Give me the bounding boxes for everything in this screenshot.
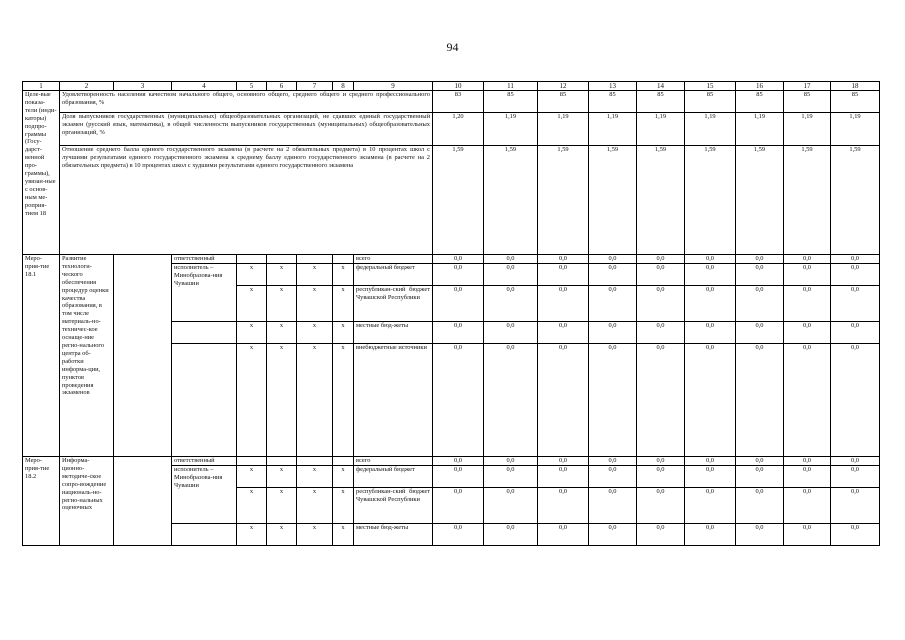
target-value: 85 [589,91,637,113]
code-mark [237,255,267,264]
funding-value: 0,0 [831,457,880,466]
code-mark: x [267,286,297,322]
funding-value: 0,0 [433,488,484,524]
code-mark: x [237,264,267,286]
funding-value: 0,0 [538,466,589,488]
funding-value: 0,0 [831,286,880,322]
funding-source: всего [354,255,433,264]
code-mark: x [297,286,333,322]
funding-value: 0,0 [784,344,831,457]
funding-value: 0,0 [637,322,685,344]
executor-empty-cell [172,322,237,344]
column-header: 2 [60,82,114,91]
column-header: 16 [736,82,784,91]
funding-value: 0,0 [538,344,589,457]
funding-value: 0,0 [433,286,484,322]
funding-value: 0,0 [784,457,831,466]
funding-value: 0,0 [831,322,880,344]
column-header: 10 [433,82,484,91]
funding-value: 0,0 [685,264,736,286]
funding-source: республикан-ский бюджет Чувашской Республики [354,286,433,322]
funding-value: 0,0 [685,466,736,488]
column-header: 3 [114,82,172,91]
funding-value: 0,0 [637,457,685,466]
funding-value: 0,0 [433,524,484,546]
column-header: 12 [538,82,589,91]
event-name: Информа-ционно-методиче-ское сопро-вождение националь-но-регио-нальных оценочных [60,457,114,546]
funding-value: 0,0 [736,264,784,286]
column-header: 14 [637,82,685,91]
funding-value: 0,0 [831,255,880,264]
code-mark: x [297,264,333,286]
funding-value: 0,0 [484,457,538,466]
funding-value: 0,0 [831,344,880,457]
funding-value: 0,0 [637,466,685,488]
funding-value: 0,0 [538,488,589,524]
funding-value: 0,0 [637,255,685,264]
code-mark: x [333,286,354,322]
funding-value: 0,0 [538,264,589,286]
funding-value: 0,0 [433,255,484,264]
executor-empty-cell [172,524,237,546]
funding-value: 0,0 [589,255,637,264]
funding-value: 0,0 [433,466,484,488]
executor-name: исполнитель – Минобразова-ния Чувашии [172,466,237,524]
code-mark: x [267,524,297,546]
funding-value: 0,0 [831,466,880,488]
code-mark: x [297,322,333,344]
target-value: 1,19 [637,113,685,146]
funding-value: 0,0 [784,524,831,546]
target-value: 85 [831,91,880,113]
funding-source: федеральный бюджет [354,466,433,488]
target-value: 83 [433,91,484,113]
executor-title: ответственный [172,457,237,466]
code-mark [267,457,297,466]
funding-value: 0,0 [784,488,831,524]
target-row [23,91,880,113]
target-value: 1,59 [589,146,637,255]
target-row [23,113,880,146]
funding-value: 0,0 [736,322,784,344]
event-label: Меро-прия-тие 18.1 [23,255,60,457]
funding-source: местные бюд-жеты [354,524,433,546]
funding-value: 0,0 [736,255,784,264]
funding-value: 0,0 [736,286,784,322]
funding-value: 0,0 [685,524,736,546]
funding-value: 0,0 [784,264,831,286]
funding-value: 0,0 [784,322,831,344]
executor-title: ответственный [172,255,237,264]
code-mark: x [237,322,267,344]
funding-value: 0,0 [637,524,685,546]
code-mark: x [267,466,297,488]
target-value: 1,59 [484,146,538,255]
code-mark: x [237,524,267,546]
target-value: 1,59 [538,146,589,255]
funding-value: 0,0 [685,286,736,322]
code-mark: x [297,466,333,488]
funding-value: 0,0 [784,255,831,264]
event-finance-row [23,255,880,264]
funding-source: федеральный бюджет [354,264,433,286]
funding-value: 0,0 [736,524,784,546]
code-mark: x [333,524,354,546]
event-empty-cell [114,457,172,546]
funding-value: 0,0 [637,344,685,457]
column-header: 6 [267,82,297,91]
code-mark: x [237,466,267,488]
column-header: 4 [172,82,237,91]
funding-value: 0,0 [538,524,589,546]
page-number: 94 [446,40,459,54]
code-mark [333,457,354,466]
funding-value: 0,0 [589,264,637,286]
funding-value: 0,0 [433,322,484,344]
funding-value: 0,0 [637,488,685,524]
target-value: 1,19 [538,113,589,146]
funding-value: 0,0 [589,286,637,322]
funding-value: 0,0 [589,466,637,488]
funding-value: 0,0 [433,457,484,466]
code-mark [333,255,354,264]
column-header: 13 [589,82,637,91]
targets-label: Целе-вые показа-тели (инди-каторы) подпро-граммы (Госу-дарст-венной про-граммы), увязан-ные с основ-ным ме-роприя-тием 18 [23,91,60,255]
funding-value: 0,0 [685,322,736,344]
event-finance-row [23,457,880,466]
target-value: 85 [736,91,784,113]
funding-value: 0,0 [685,255,736,264]
column-header: 9 [354,82,433,91]
target-value: 1,19 [589,113,637,146]
target-value: 1,59 [685,146,736,255]
column-header: 5 [237,82,267,91]
funding-source: местные бюд-жеты [354,322,433,344]
funding-value: 0,0 [784,466,831,488]
program-table [22,81,880,546]
code-mark: x [297,524,333,546]
funding-value: 0,0 [484,524,538,546]
funding-value: 0,0 [538,322,589,344]
code-mark: x [267,322,297,344]
event-name: Развитие технологи-ческого обеспечения процедур оценки качества образования, в том числе материаль-но-техничес-кое оснаще-ние регио-нального центра об-работки информа-ции, пунктов проведения экзаменов [60,255,114,457]
code-mark: x [237,488,267,524]
column-header: 18 [831,82,880,91]
funding-value: 0,0 [637,286,685,322]
target-value: 1,59 [637,146,685,255]
funding-value: 0,0 [736,344,784,457]
funding-value: 0,0 [685,344,736,457]
funding-value: 0,0 [685,457,736,466]
code-mark: x [297,488,333,524]
funding-value: 0,0 [589,344,637,457]
column-header: 8 [333,82,354,91]
funding-value: 0,0 [484,322,538,344]
target-indicator-text: Доля выпускников государственных (муниципальных) общеобразовательных организаций, не сдавших единый государственный экзамен (русский язык, математика), в общей численности выпускников государственных (муниципальных) общеобразовательных организаций, % [60,113,433,146]
target-value: 1,19 [484,113,538,146]
funding-value: 0,0 [484,255,538,264]
code-mark [297,255,333,264]
funding-value: 0,0 [637,264,685,286]
code-mark [267,255,297,264]
funding-value: 0,0 [538,255,589,264]
target-value: 85 [484,91,538,113]
funding-value: 0,0 [685,488,736,524]
target-value: 85 [685,91,736,113]
target-value: 1,19 [831,113,880,146]
funding-value: 0,0 [484,264,538,286]
funding-value: 0,0 [484,488,538,524]
column-header: 15 [685,82,736,91]
funding-value: 0,0 [589,524,637,546]
funding-value: 0,0 [433,264,484,286]
executor-empty-cell [172,344,237,457]
target-value: 1,20 [433,113,484,146]
funding-value: 0,0 [589,488,637,524]
code-mark: x [237,286,267,322]
code-mark: x [267,488,297,524]
funding-value: 0,0 [831,264,880,286]
code-mark: x [267,344,297,457]
code-mark: x [297,344,333,457]
funding-value: 0,0 [538,457,589,466]
funding-value: 0,0 [538,286,589,322]
target-indicator-text: Отношение среднего балла единого государственного экзамена (в расчете на 2 обязательных предмета) в 10 процентах школ с лучшими результатами единого государственного экзамена к среднему баллу единого государственного экзамена (в расчете на 2 обязательных предмета) в 10 процентах школ с худшими результатами единого государственного экзамена [60,146,433,255]
target-value: 1,19 [685,113,736,146]
target-value: 1,19 [784,113,831,146]
funding-value: 0,0 [484,466,538,488]
executor-name: исполнитель – Минобразова-ния Чувашии [172,264,237,322]
funding-value: 0,0 [589,322,637,344]
target-value: 85 [784,91,831,113]
target-row [23,146,880,255]
target-value: 1,19 [736,113,784,146]
funding-value: 0,0 [831,488,880,524]
funding-value: 0,0 [589,457,637,466]
funding-value: 0,0 [831,524,880,546]
event-label: Меро-прия-тие 18.2 [23,457,60,546]
funding-value: 0,0 [433,344,484,457]
event-empty-cell [114,255,172,457]
funding-value: 0,0 [736,457,784,466]
funding-value: 0,0 [484,344,538,457]
funding-value: 0,0 [736,466,784,488]
target-value: 85 [538,91,589,113]
code-mark: x [333,322,354,344]
code-mark: x [333,466,354,488]
code-mark: x [333,264,354,286]
code-mark: x [237,344,267,457]
column-header: 11 [484,82,538,91]
code-mark: x [333,488,354,524]
target-value: 1,59 [736,146,784,255]
funding-value: 0,0 [736,488,784,524]
code-mark: x [267,264,297,286]
funding-source: внебюджетные источники [354,344,433,457]
target-value: 1,59 [433,146,484,255]
funding-value: 0,0 [484,286,538,322]
column-header: 17 [784,82,831,91]
funding-source: республикан-ский бюджет Чувашской Республики [354,488,433,524]
target-value: 85 [637,91,685,113]
column-header: 7 [297,82,333,91]
target-indicator-text: Удовлетворенность населения качеством начального общего, основного общего, среднего общего и среднего профессионального образования, % [60,91,433,113]
code-mark [297,457,333,466]
target-value: 1,59 [831,146,880,255]
funding-value: 0,0 [784,286,831,322]
header-row [23,82,880,91]
code-mark: x [333,344,354,457]
funding-source: всего [354,457,433,466]
column-header: 1 [23,82,60,91]
target-value: 1,59 [784,146,831,255]
code-mark [237,457,267,466]
